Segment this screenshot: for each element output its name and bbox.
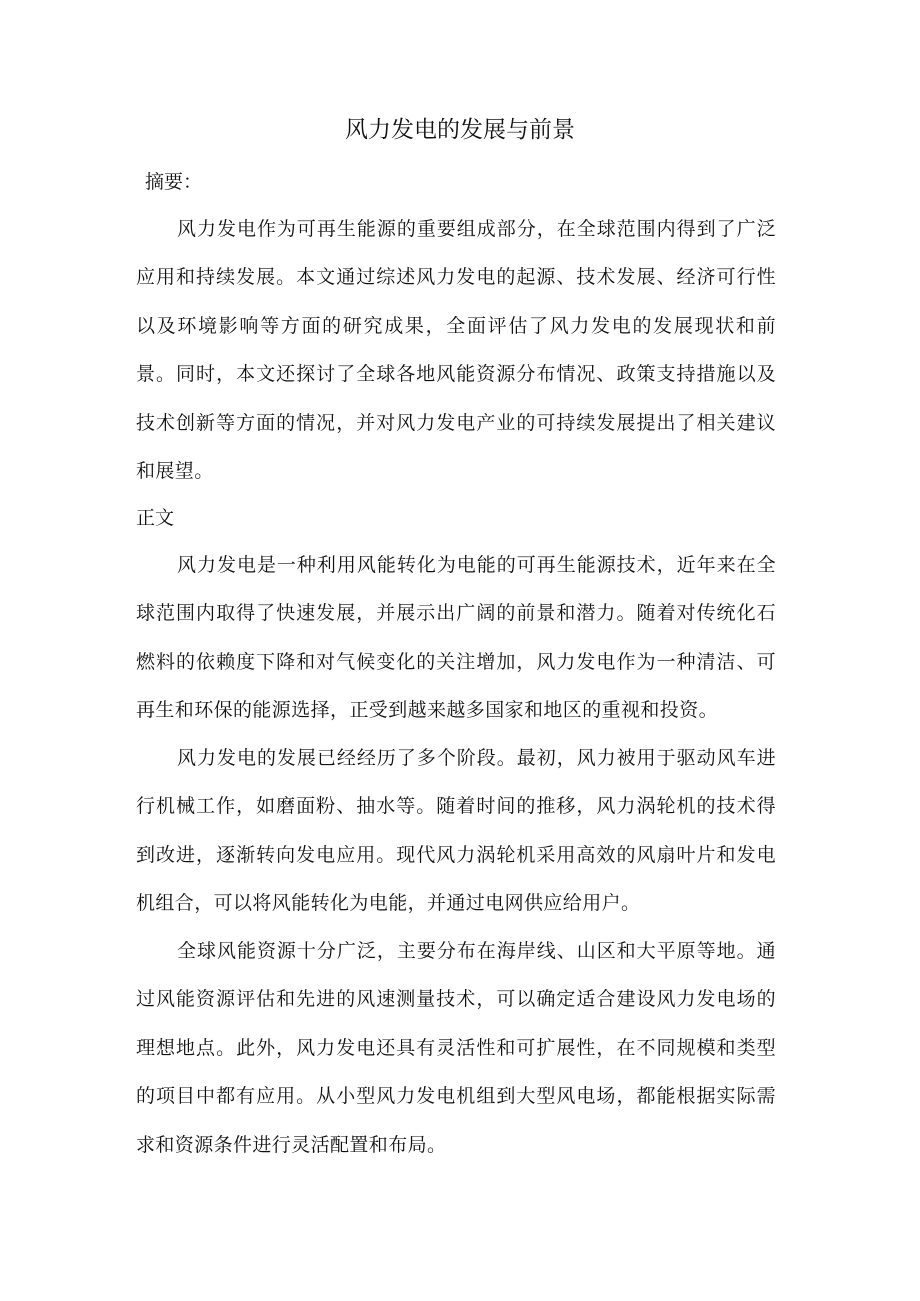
body-paragraph-3: 全球风能资源十分广泛，主要分布在海岸线、山区和大平原等地。通过风能资源评估和先进的风速测量技术，可以确定适合建设风力发电场的理想地点。此外，风力发电还具有灵活性和可扩展性，在不同规模和类型的项目中都有应用。从小型风力发电机组到大型风电场，都能根据实际需求和资源条件进行灵活配置和布局。 [136,940,776,1156]
body-paragraph-1: 风力发电是一种利用风能转化为电能的可再生能源技术，近年来在全球范围内取得了快速发展，并展示出广阔的前景和潜力。随着对传统化石燃料的依赖度下降和对气候变化的关注增加，风力发电作为一种清洁、可再生和环保的能源选择，正受到越来越多国家和地区的重视和投资。 [136,554,776,722]
abstract-label: 摘要： [145,171,203,193]
body-paragraph-2: 风力发电的发展已经经历了多个阶段。最初，风力被用于驱动风车进行机械工作，如磨面粉、抽水等。随着时间的推移，风力涡轮机的技术得到改进，逐渐转向发电应用。现代风力涡轮机采用高效的风扇叶片和发电机组合，可以将风能转化为电能，并通过电网供应给用户。 [136,747,776,915]
body-section-label: 正文 [136,507,175,529]
abstract-paragraph: 风力发电作为可再生能源的重要组成部分，在全球范围内得到了广泛应用和持续发展。本文通过综述风力发电的起源、技术发展、经济可行性以及环境影响等方面的研究成果，全面评估了风力发电的发展现状和前景。同时，本文还探讨了全球各地风能资源分布情况、政策支持措施以及技术创新等方面的情况，并对风力发电产业的可持续发展提出了相关建议和展望。 [136,218,776,483]
document-title: 风力发电的发展与前景 [345,117,575,143]
